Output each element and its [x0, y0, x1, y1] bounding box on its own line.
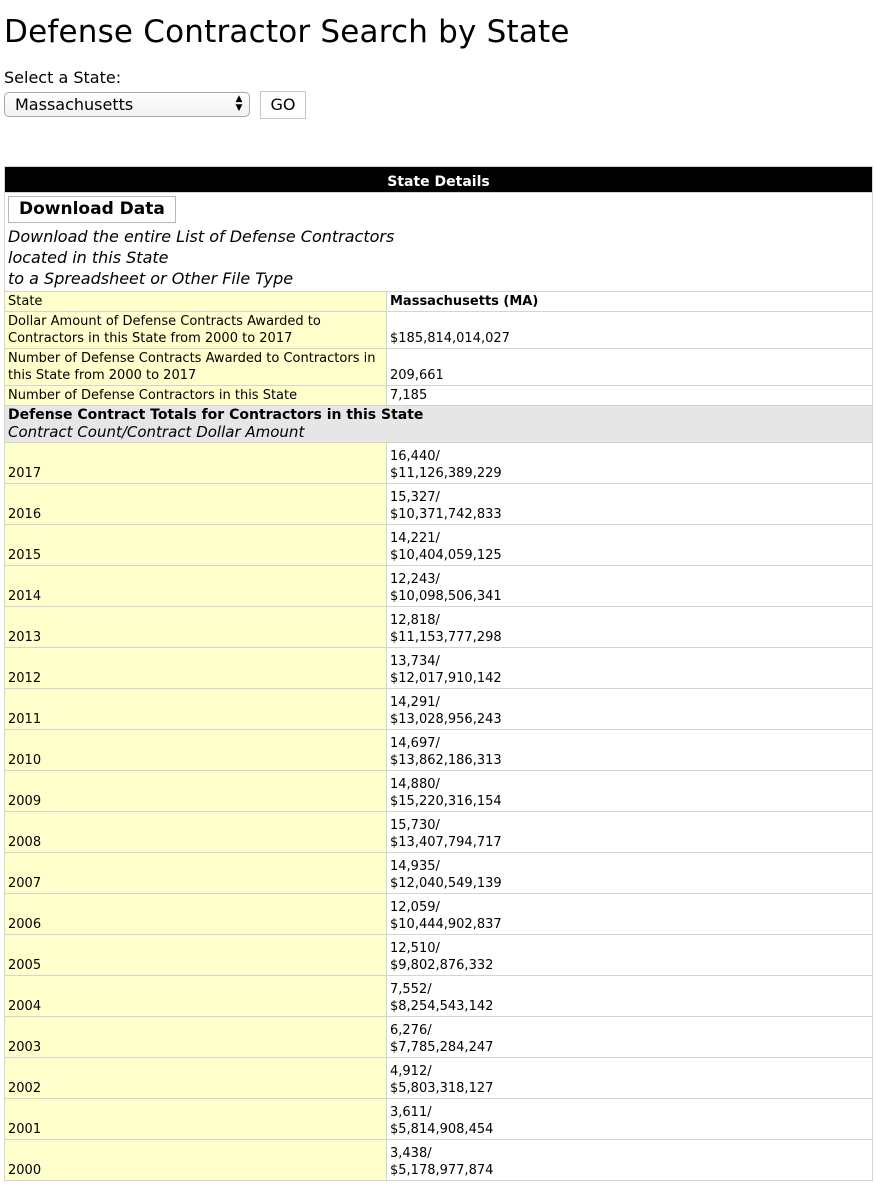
year-value — [387, 566, 873, 607]
year-label: 2010 — [5, 730, 387, 771]
year-contract-count: 4,912/ — [390, 1064, 432, 1079]
year-row — [5, 1099, 873, 1140]
year-contract-amount: $7,785,284,247 — [390, 1040, 494, 1055]
year-contract-amount: $11,126,389,229 — [390, 466, 502, 481]
year-contract-count: 14,697/ — [390, 736, 440, 751]
year-label: 2003 — [5, 1017, 387, 1058]
page-title: Defense Contractor Search by State — [4, 14, 570, 50]
year-label: 2016 — [5, 484, 387, 525]
year-contract-amount: $13,028,956,243 — [390, 712, 502, 727]
year-value — [387, 689, 873, 730]
year-contract-count: 13,734/ — [390, 654, 440, 669]
year-row — [5, 771, 873, 812]
year-value — [387, 771, 873, 812]
year-contract-count: 14,291/ — [390, 695, 440, 710]
year-value — [387, 525, 873, 566]
state-select[interactable] — [4, 92, 250, 117]
year-value — [387, 812, 873, 853]
year-label: 2007 — [5, 853, 387, 894]
year-value — [387, 1058, 873, 1099]
year-row — [5, 1058, 873, 1099]
download-desc-line: to a Spreadsheet or Other File Type — [8, 269, 294, 288]
year-label: 2015 — [5, 525, 387, 566]
year-contract-count: 14,880/ — [390, 777, 440, 792]
detail-value: Massachusetts (MA) — [387, 292, 873, 312]
year-label: 2008 — [5, 812, 387, 853]
year-contract-amount: $12,017,910,142 — [390, 671, 502, 686]
year-contract-amount: $10,371,742,833 — [390, 507, 502, 522]
totals-subtitle: Contract Count/Contract Dollar Amount — [8, 423, 305, 441]
year-label: 2005 — [5, 935, 387, 976]
year-contract-count: 15,327/ — [390, 490, 440, 505]
year-contract-count: 12,243/ — [390, 572, 440, 587]
year-contract-amount: $9,802,876,332 — [390, 958, 494, 973]
download-row — [5, 193, 873, 292]
select-arrows-icon: ▲ ▼ — [235, 94, 243, 113]
year-label: 2014 — [5, 566, 387, 607]
year-contract-amount: $11,153,777,298 — [390, 630, 502, 645]
detail-row-state — [5, 292, 873, 312]
detail-label: Dollar Amount of Defense Contracts Awarded to Contractors in this State from 2000 to 2017 — [5, 312, 387, 349]
state-details-table — [4, 166, 873, 1181]
year-row — [5, 1017, 873, 1058]
year-label: 2006 — [5, 894, 387, 935]
year-contract-count: 3,438/ — [390, 1146, 432, 1161]
year-label: 2000 — [5, 1140, 387, 1181]
year-row — [5, 484, 873, 525]
year-value — [387, 1099, 873, 1140]
year-contract-amount: $5,814,908,454 — [390, 1122, 494, 1137]
year-contract-amount: $5,178,977,874 — [390, 1163, 494, 1178]
detail-row-dollar-amount — [5, 312, 873, 349]
year-row — [5, 730, 873, 771]
totals-subheader-row — [5, 406, 873, 443]
year-row — [5, 443, 873, 484]
year-contract-count: 14,935/ — [390, 859, 440, 874]
year-row — [5, 894, 873, 935]
year-contract-amount: $8,254,543,142 — [390, 999, 494, 1014]
year-contract-amount: $5,803,318,127 — [390, 1081, 494, 1096]
year-contract-amount: $13,407,794,717 — [390, 835, 502, 850]
year-value — [387, 443, 873, 484]
detail-value: $185,814,014,027 — [387, 312, 873, 349]
state-details-header: State Details — [5, 167, 873, 193]
year-row — [5, 607, 873, 648]
year-contract-amount: $13,862,186,313 — [390, 753, 502, 768]
year-value — [387, 1140, 873, 1181]
year-row — [5, 566, 873, 607]
state-select-value: Massachusetts — [15, 95, 134, 114]
detail-label: Number of Defense Contracts Awarded to Contractors in this State from 2000 to 2017 — [5, 349, 387, 386]
year-value — [387, 1017, 873, 1058]
year-contract-count: 16,440/ — [390, 449, 440, 464]
year-contract-count: 12,818/ — [390, 613, 440, 628]
detail-label: State — [5, 292, 387, 312]
download-desc-line: located in this State — [8, 248, 169, 267]
year-contract-count: 6,276/ — [390, 1023, 432, 1038]
year-row — [5, 525, 873, 566]
year-contract-amount: $10,098,506,341 — [390, 589, 502, 604]
year-value — [387, 730, 873, 771]
year-label: 2017 — [5, 443, 387, 484]
year-label: 2009 — [5, 771, 387, 812]
year-contract-amount: $10,444,902,837 — [390, 917, 502, 932]
year-value — [387, 648, 873, 689]
year-label: 2011 — [5, 689, 387, 730]
detail-value: 7,185 — [387, 386, 873, 406]
state-details-header-row — [5, 167, 873, 193]
totals-subheader — [5, 406, 873, 443]
year-contract-count: 12,059/ — [390, 900, 440, 915]
year-row — [5, 935, 873, 976]
download-cell — [5, 193, 873, 292]
year-row — [5, 689, 873, 730]
year-value — [387, 976, 873, 1017]
year-label: 2002 — [5, 1058, 387, 1099]
year-value — [387, 935, 873, 976]
year-contract-count: 3,611/ — [390, 1105, 432, 1120]
download-description — [8, 226, 869, 289]
year-value — [387, 607, 873, 648]
year-contract-count: 7,552/ — [390, 982, 432, 997]
state-select-label: Select a State: — [4, 68, 122, 87]
download-desc-line: Download the entire List of Defense Contractors — [8, 227, 395, 246]
year-contract-amount: $15,220,316,154 — [390, 794, 502, 809]
year-label: 2013 — [5, 607, 387, 648]
go-button[interactable]: GO — [260, 91, 306, 119]
year-value — [387, 894, 873, 935]
year-contract-amount: $12,040,549,139 — [390, 876, 502, 891]
year-value — [387, 484, 873, 525]
year-contract-count: 15,730/ — [390, 818, 440, 833]
detail-row-contractor-count — [5, 386, 873, 406]
year-label: 2001 — [5, 1099, 387, 1140]
year-label: 2004 — [5, 976, 387, 1017]
year-row — [5, 648, 873, 689]
detail-value: 209,661 — [387, 349, 873, 386]
download-data-button[interactable]: Download Data — [8, 196, 176, 223]
year-value — [387, 853, 873, 894]
year-contract-amount: $10,404,059,125 — [390, 548, 502, 563]
year-contract-count: 14,221/ — [390, 531, 440, 546]
totals-title: Defense Contract Totals for Contractors in this State — [8, 407, 424, 423]
year-row — [5, 853, 873, 894]
year-row — [5, 976, 873, 1017]
detail-row-contract-count — [5, 349, 873, 386]
year-row — [5, 812, 873, 853]
year-contract-count: 12,510/ — [390, 941, 440, 956]
year-label: 2012 — [5, 648, 387, 689]
detail-label: Number of Defense Contractors in this State — [5, 386, 387, 406]
year-row — [5, 1140, 873, 1181]
